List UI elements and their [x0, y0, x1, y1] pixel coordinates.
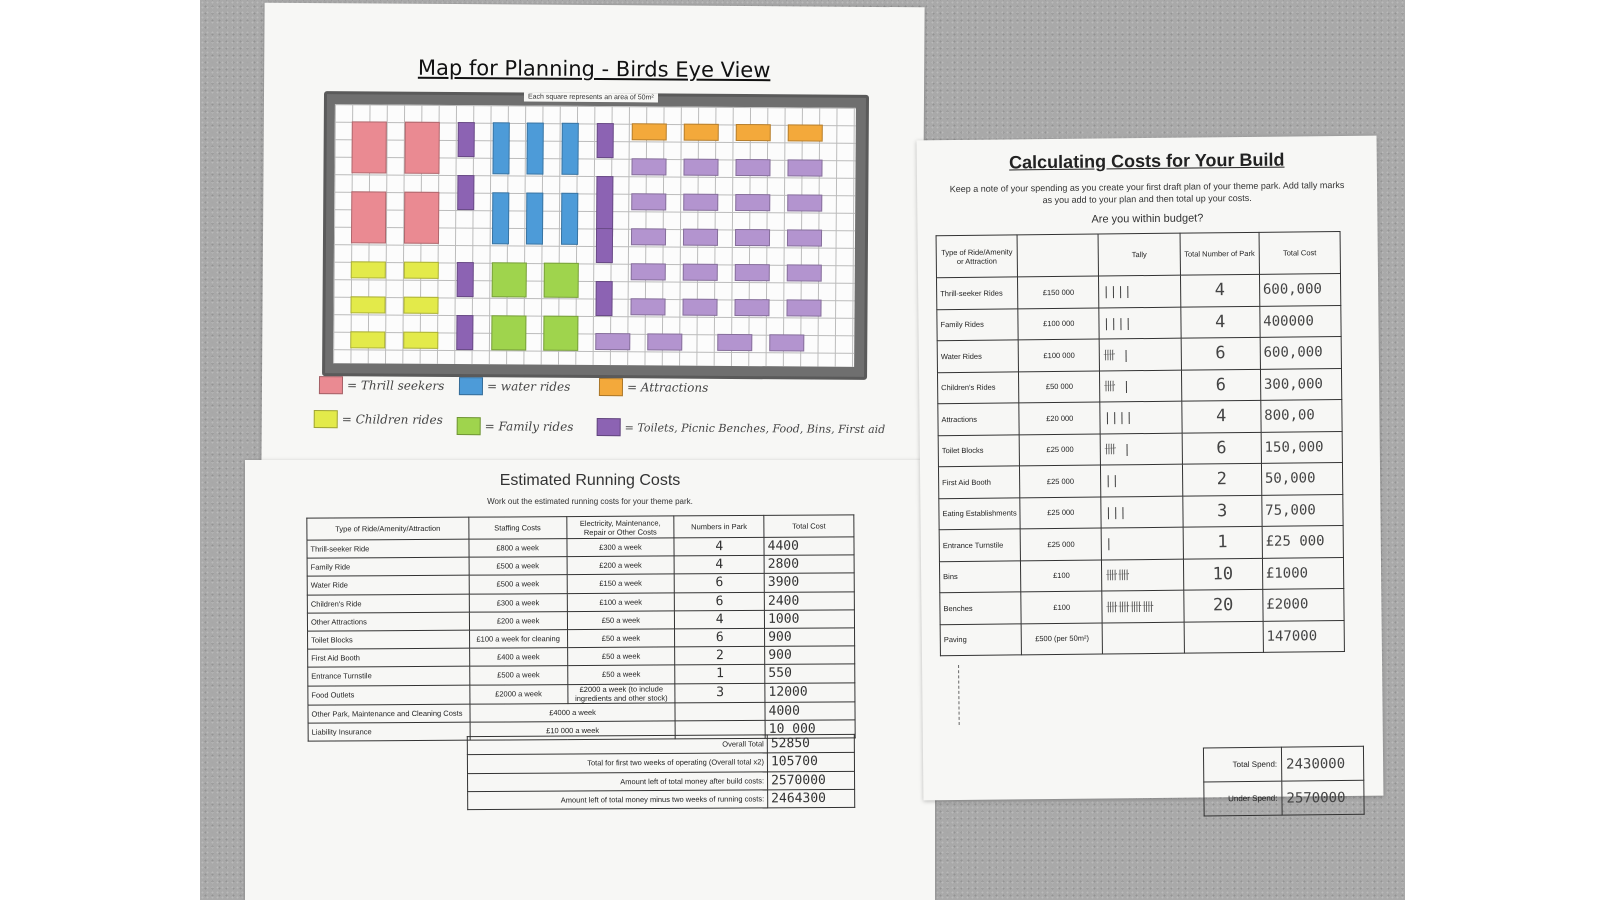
cell-price: £500 (per 50m²) — [1021, 623, 1103, 655]
map-grid — [333, 104, 856, 367]
cell-number: 6 — [1181, 337, 1260, 369]
cell-type: Family Rides — [937, 308, 1019, 340]
column-header: Type of Ride/Amenity or Attraction — [936, 235, 1018, 278]
table-row — [939, 494, 1343, 530]
legend-swatch — [457, 417, 481, 435]
total-value: 105700 — [767, 753, 854, 772]
cell-price: £100 000 — [1018, 308, 1100, 340]
legend-family — [457, 417, 574, 436]
cell-price: £100 — [1021, 560, 1103, 592]
legend-children — [314, 410, 443, 429]
cell-total: 600,000 — [1259, 273, 1341, 305]
cell-price: £150 000 — [1018, 276, 1100, 308]
total-value: 2464300 — [768, 789, 855, 808]
under-spend-value: 2570000 — [1282, 780, 1364, 815]
cell-total: 12000 — [765, 682, 855, 702]
cell-type: Entrance Turnstile — [939, 529, 1021, 561]
cell-type: Water Rides — [937, 340, 1019, 372]
amenity-block — [735, 159, 770, 176]
family-ride-block — [543, 316, 578, 351]
cell-number: 3 — [675, 683, 765, 703]
cell-number: 6 — [1181, 369, 1260, 401]
cell-type: Toilet Blocks — [938, 434, 1020, 466]
build-costs-sheet — [917, 136, 1384, 807]
amenity-block — [596, 228, 613, 263]
cell-other-costs: £50 a week — [567, 665, 675, 684]
cell-staffing: £500 a week — [469, 666, 567, 685]
cell-tally: 卌卌 — [1102, 559, 1184, 591]
cell-staffing: £200 a week — [469, 611, 567, 630]
cell-type: Children's Ride — [307, 594, 469, 613]
cell-tally: 卌 | — [1101, 433, 1183, 465]
cell-total: 150,000 — [1261, 431, 1343, 463]
column-header: Total Cost — [1259, 231, 1341, 274]
total-row — [467, 734, 854, 755]
total-value: 2570000 — [767, 771, 854, 790]
children-ride-block — [350, 331, 385, 348]
amenity-block — [595, 333, 630, 350]
cell-number: 6 — [675, 628, 765, 647]
legend-label: = Family rides — [484, 419, 574, 434]
cell-other-costs: £50 a week — [567, 647, 675, 666]
cell-tally: 卌 | — [1100, 370, 1182, 402]
build-summary-table — [1203, 746, 1365, 817]
amenity-block — [787, 194, 822, 211]
amenity-block — [630, 298, 665, 315]
table-row — [940, 620, 1344, 656]
family-ride-block — [492, 262, 527, 297]
cell-staffing: £500 a week — [469, 557, 567, 576]
cell-type: Water Ride — [307, 576, 469, 595]
cell-price: £25 000 — [1020, 497, 1102, 529]
cell-total: 1000 — [765, 610, 855, 629]
total-row — [468, 789, 855, 810]
cell-type: Paving — [940, 623, 1022, 655]
cell-total: 550 — [765, 664, 855, 683]
cell-type: Family Ride — [307, 557, 469, 576]
legend-thrill — [319, 376, 444, 395]
cell-number: 6 — [1182, 432, 1261, 464]
amenity-block — [683, 194, 718, 211]
cell-type: Bins — [939, 560, 1021, 592]
under-spend-label: Under Spend: — [1204, 781, 1282, 816]
cell-tally: || — [1101, 464, 1183, 496]
total-row — [467, 753, 854, 774]
children-ride-block — [350, 296, 385, 313]
cell-number: 1 — [1183, 526, 1262, 558]
column-header — [1017, 234, 1099, 277]
cell-type: Other Park, Maintenance and Cleaning Costs — [308, 704, 470, 723]
total-label: Amount left of total money minus two weeks of running costs: — [468, 790, 768, 810]
amenity-block — [631, 158, 666, 175]
children-ride-block — [403, 297, 438, 314]
cell-number: 2 — [675, 647, 765, 666]
cell-total: 50,000 — [1261, 462, 1343, 494]
cell-tally — [1103, 622, 1185, 654]
cell-staffing: £800 a week — [469, 539, 567, 558]
cell-tally: |||| — [1099, 307, 1181, 339]
table-row — [939, 557, 1343, 593]
dashed-line — [958, 665, 960, 725]
cell-total: 900 — [765, 646, 855, 665]
cell-price: £20 000 — [1019, 402, 1101, 434]
cell-type: Thrill-seeker Ride — [307, 539, 469, 558]
cell-type: Benches — [940, 592, 1022, 624]
cell-total: 147000 — [1263, 620, 1345, 652]
table-row — [939, 525, 1343, 561]
legend-attractions — [599, 378, 708, 397]
legend-label: = water rides — [486, 379, 571, 394]
water-ride-block — [561, 193, 578, 245]
thrill-ride-block — [351, 191, 386, 243]
cell-tally: | — [1102, 527, 1184, 559]
attraction-block — [632, 123, 667, 140]
amenity-block — [595, 281, 612, 316]
cell-tally: |||| — [1100, 401, 1182, 433]
cell-other-costs: £100 a week — [567, 592, 675, 611]
cell-number: 4 — [675, 610, 765, 629]
total-value: 52850 — [767, 734, 854, 753]
amenity-block — [735, 229, 770, 246]
column-header: Total Number of Park — [1180, 232, 1260, 275]
cell-other-costs: £150 a week — [567, 574, 675, 593]
cell-number: 2 — [1182, 463, 1261, 495]
cell-type: Attractions — [938, 403, 1020, 435]
cell-staffing: £400 a week — [469, 648, 567, 667]
thrill-ride-block — [351, 121, 386, 173]
column-header: Electricity, Maintenance, Repair or Other Costs — [566, 516, 674, 539]
table-row — [938, 431, 1342, 467]
cell-other-costs: £50 a week — [567, 611, 675, 630]
amenity-block — [787, 159, 822, 176]
cell-total: £2000 — [1263, 588, 1345, 620]
cell-number: 20 — [1183, 589, 1262, 621]
children-ride-block — [351, 261, 386, 278]
build-costs-intro: Keep a note of your spending as you create your first draft plan of your theme park. Add tally marks as you add to your plan and then total up your costs. — [949, 179, 1345, 206]
amenity-block — [786, 299, 821, 316]
cell-type: Eating Establishments — [939, 497, 1021, 529]
table-header-row — [936, 231, 1340, 277]
cell-empty — [675, 702, 765, 721]
cell-number: 10 — [1183, 558, 1262, 590]
amenity-block — [734, 299, 769, 316]
amenity-block — [787, 264, 822, 281]
cell-other-costs: £2000 a week (to include ingredients and other stock) — [567, 683, 675, 703]
running-costs-table — [306, 514, 855, 741]
amenity-block — [631, 228, 666, 245]
column-header: Total Cost — [764, 515, 854, 538]
cell-total: 4400 — [764, 537, 854, 556]
cell-type: Children's Rides — [937, 371, 1019, 403]
children-ride-block — [403, 332, 438, 349]
cell-price: £100 000 — [1018, 339, 1100, 371]
map-frame — [322, 91, 869, 380]
table-row — [937, 368, 1341, 404]
amenity-block — [457, 175, 474, 210]
cell-price: £100 — [1021, 591, 1103, 623]
cell-tally: 卌 | — [1100, 338, 1182, 370]
cell-number: 4 — [674, 556, 764, 575]
cell-tally: ||| — [1101, 496, 1183, 528]
cell-total: 300,000 — [1260, 368, 1342, 400]
amenity-block — [735, 194, 770, 211]
column-header: Type of Ride/Amenity/Attraction — [307, 517, 469, 540]
cell-other-costs: £200 a week — [567, 556, 675, 575]
water-ride-block — [526, 123, 543, 175]
cell-number — [1184, 621, 1263, 653]
cell-type: Entrance Turnstile — [308, 666, 470, 685]
cell-number: 4 — [1180, 274, 1259, 306]
cell-total: 800,00 — [1261, 399, 1343, 431]
total-label: Overall Total — [467, 735, 767, 755]
cell-price: £25 000 — [1020, 465, 1102, 497]
legend-swatch — [459, 377, 483, 395]
cell-total: £1000 — [1262, 557, 1344, 589]
legend-water — [459, 377, 570, 396]
legend-swatch — [597, 418, 621, 436]
attraction-block — [788, 124, 823, 141]
amenity-block — [683, 159, 718, 176]
amenity-block — [735, 264, 770, 281]
cell-price: £25 000 — [1019, 434, 1101, 466]
amenity-block — [458, 122, 475, 157]
amenity-block — [647, 333, 682, 350]
cell-number: 4 — [674, 537, 764, 556]
cell-total: 2800 — [764, 555, 854, 574]
thrill-ride-block — [404, 192, 439, 244]
column-header: Tally — [1098, 233, 1180, 276]
cell-type: Thrill-seeker Rides — [936, 277, 1018, 309]
cell-number: 4 — [1180, 306, 1259, 338]
cell-total: 3900 — [764, 573, 854, 592]
legend-amenities — [597, 418, 886, 438]
amenity-block — [457, 262, 474, 297]
water-ride-block — [492, 122, 509, 174]
cell-type: First Aid Booth — [308, 648, 470, 667]
amenity-block — [717, 334, 752, 351]
cell-number: 4 — [1181, 400, 1260, 432]
children-ride-block — [404, 262, 439, 279]
amenity-block — [769, 334, 804, 351]
build-costs-table — [936, 231, 1345, 656]
legend-label: = Toilets, Picnic Benches, Food, Bins, First aid — [624, 420, 886, 436]
column-header: Numbers in Park — [674, 515, 764, 538]
cell-type: Liability Insurance — [308, 722, 470, 741]
cell-tally: 卌卌卌卌 — [1102, 590, 1184, 622]
running-totals-table — [467, 734, 855, 811]
budget-question: Are you within budget? — [1091, 212, 1204, 226]
total-spend-value: 2430000 — [1281, 746, 1363, 781]
cell-other-costs: £50 a week — [567, 629, 675, 648]
water-ride-block — [492, 192, 509, 244]
map-planning-sheet — [261, 3, 924, 476]
cell-total: 10 000 — [765, 720, 855, 739]
attraction-block — [736, 124, 771, 141]
cell-number: 3 — [1182, 495, 1261, 527]
family-ride-block — [491, 315, 526, 350]
cell-total: 600,000 — [1260, 336, 1342, 368]
build-costs-title: Calculating Costs for Your Build — [1009, 149, 1285, 173]
column-header: Staffing Costs — [469, 517, 567, 540]
running-costs-subtitle: Work out the estimated running costs for your theme park. — [487, 497, 693, 506]
cell-type: First Aid Booth — [938, 466, 1020, 498]
amenity-block — [456, 315, 473, 350]
map-scale-note: Each square represents an area of 50m² — [524, 93, 658, 103]
cell-cost: £4000 a week — [470, 702, 676, 721]
cell-staffing: £300 a week — [469, 593, 567, 612]
cell-staffing: £100 a week for cleaning — [469, 630, 567, 649]
table-row — [938, 462, 1342, 498]
table-row — [936, 273, 1340, 309]
cell-total: 75,000 — [1262, 494, 1344, 526]
amenity-block — [787, 229, 822, 246]
cell-total: 4000 — [765, 701, 855, 720]
legend-swatch — [314, 410, 338, 428]
legend-label: = Thrill seekers — [346, 378, 445, 393]
table-row — [937, 336, 1341, 372]
cell-total: 900 — [765, 628, 855, 647]
cell-other-costs: £300 a week — [566, 538, 674, 557]
cell-number: 6 — [675, 592, 765, 611]
amenity-block — [682, 299, 717, 316]
table-row — [937, 305, 1341, 341]
legend-swatch — [599, 378, 623, 396]
amenity-block — [631, 263, 666, 280]
cell-total: £25 000 — [1262, 525, 1344, 557]
amenity-block — [597, 123, 614, 158]
cell-type: Toilet Blocks — [308, 630, 470, 649]
legend-label: = Children rides — [341, 412, 443, 427]
cell-number: 6 — [674, 574, 764, 593]
cell-staffing: £500 a week — [469, 575, 567, 594]
attraction-block — [684, 124, 719, 141]
cell-total: 400000 — [1260, 305, 1342, 337]
family-ride-block — [544, 263, 579, 298]
legend-label: = Attractions — [626, 380, 709, 395]
table-row — [940, 588, 1344, 624]
cell-total: 2400 — [764, 591, 854, 610]
map-title: Map for Planning - Birds Eye View — [417, 55, 771, 83]
cell-price: £25 000 — [1020, 528, 1102, 560]
water-ride-block — [561, 123, 578, 175]
thrill-ride-block — [404, 122, 439, 174]
cell-type: Food Outlets — [308, 685, 470, 705]
total-label: Amount left of total money after build costs: — [468, 771, 768, 791]
cell-type: Other Attractions — [307, 612, 469, 631]
total-label: Total for first two weeks of operating (Overall total x2) — [467, 753, 767, 773]
legend-swatch — [319, 376, 343, 394]
total-row — [468, 771, 855, 792]
water-ride-block — [526, 193, 543, 245]
cell-cost: £10 000 a week — [470, 721, 676, 740]
running-costs-title: Estimated Running Costs — [499, 472, 681, 489]
total-spend-label: Total Spend: — [1203, 747, 1281, 782]
cell-number: 1 — [675, 665, 765, 684]
cell-price: £50 000 — [1019, 371, 1101, 403]
cell-staffing: £2000 a week — [470, 684, 568, 704]
cell-tally: |||| — [1099, 275, 1181, 307]
running-costs-sheet — [245, 460, 935, 900]
total-spend-row — [1203, 746, 1363, 782]
amenity-block — [631, 193, 666, 210]
amenity-block — [683, 229, 718, 246]
amenity-block — [683, 264, 718, 281]
under-spend-row — [1204, 780, 1364, 816]
table-row — [938, 399, 1342, 435]
